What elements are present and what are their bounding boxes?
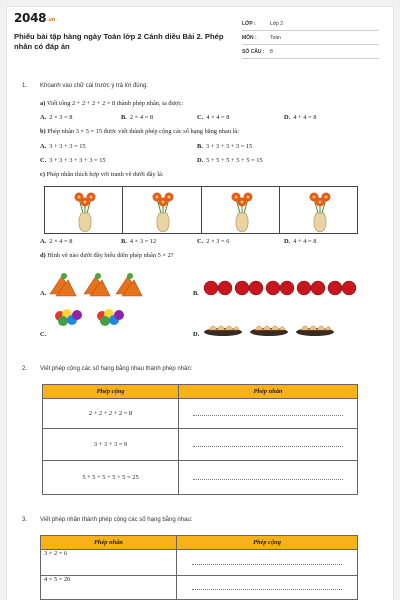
addition-cell: 5 + 5 + 5 + 5 + 5 = 25 <box>43 461 179 495</box>
vase-icon <box>308 189 332 233</box>
option-letter: C. <box>197 238 204 245</box>
q1a-prompt <box>40 100 183 107</box>
meta-row-subject <box>242 31 379 45</box>
question-text: Viết phép cộng các số hạng bằng nhau thành phép nhân: <box>40 366 193 372</box>
option-text: 2 × 3 = 8 <box>49 114 73 121</box>
q1d-label-b[interactable]: B. <box>193 290 199 297</box>
question-number: 3. <box>22 517 28 523</box>
carrot-bunch <box>50 276 76 296</box>
balloon-bunch <box>97 309 124 326</box>
vase-cell <box>45 187 123 233</box>
table-row <box>41 550 358 576</box>
option-letter: C. <box>197 114 204 121</box>
vase-picture-table <box>44 186 358 234</box>
question-3 <box>22 517 382 526</box>
meta-key: SỐ CÂU : <box>242 49 265 55</box>
meta-table <box>242 17 379 59</box>
meta-key: LỚP : <box>242 21 256 27</box>
option-text: 4 × 4 = 8 <box>206 114 230 121</box>
carrot-leaves <box>61 273 133 279</box>
vase-with-flowers <box>73 189 97 233</box>
option-letter: D. <box>197 157 204 164</box>
option-text: 4 × 3 = 12 <box>129 238 157 245</box>
answer-blank[interactable] <box>177 550 358 576</box>
option-letter: D. <box>284 238 291 245</box>
vase-with-flowers <box>308 189 332 233</box>
column-header: Phép cộng <box>177 536 358 550</box>
part-label: d) <box>40 252 46 259</box>
option-letter: C. <box>40 157 47 164</box>
part-text: Phép nhân 3 × 5 = 15 được viết thành phép cộng các số hạng bằng nhau là: <box>47 128 239 135</box>
dotted-line <box>193 410 343 416</box>
meta-value: Lớp 2 <box>270 21 284 27</box>
apple-pair <box>266 281 294 295</box>
vase-cell <box>202 187 280 233</box>
question-text: Viết phép nhân thành phép cộng các số hạng bằng nhau: <box>40 517 193 523</box>
q1c-option-b[interactable] <box>121 238 156 245</box>
table-row <box>41 576 358 600</box>
table-row <box>43 461 358 495</box>
meta-key: MÔN : <box>242 35 257 41</box>
option-text: 4 + 4 = 8 <box>293 114 317 121</box>
addition-cell: 2 + 2 + 2 + 2 = 8 <box>43 399 179 429</box>
option-letter: A. <box>40 143 47 150</box>
cake-plate <box>204 326 242 336</box>
column-header: Phép cộng <box>43 385 179 399</box>
balloons-picture <box>50 306 130 330</box>
column-header: Phép nhân <box>179 385 358 399</box>
q1b-prompt <box>40 128 239 135</box>
meta-row-count <box>242 45 379 59</box>
dotted-line <box>192 584 342 590</box>
option-text: 3 + 3 + 3 + 3 = 15 <box>205 143 253 150</box>
carrot-bunch <box>116 276 142 296</box>
option-letter: A. <box>40 238 47 245</box>
q2-table <box>42 384 358 495</box>
vase-cell <box>280 187 357 233</box>
logo-suffix: .vn <box>47 17 56 23</box>
question-number: 1. <box>22 83 28 89</box>
logo-text: 2048 <box>14 11 47 25</box>
table-row <box>43 399 358 429</box>
option-letter: B. <box>121 114 127 121</box>
cake-plate <box>296 326 334 336</box>
part-text: Phép nhân thích hợp với tranh vẽ dưới đây là: <box>46 171 164 178</box>
vase-with-flowers <box>151 189 175 233</box>
vase-cell <box>123 187 201 233</box>
dotted-line <box>193 441 343 447</box>
apple-pair <box>328 281 356 295</box>
cakes-picture <box>203 316 335 338</box>
question-1 <box>22 83 382 92</box>
option-letter: B. <box>121 238 127 245</box>
meta-value: 8 <box>270 49 273 55</box>
q1a-option-c[interactable] <box>197 114 229 121</box>
answer-blank[interactable] <box>179 429 358 461</box>
apples-picture <box>203 278 358 298</box>
option-letter: D. <box>284 114 291 121</box>
q1d-label-a[interactable]: A. <box>40 290 47 297</box>
apple-pair <box>204 281 232 295</box>
q1b-option-b[interactable] <box>197 143 252 150</box>
vase-with-flowers <box>230 189 254 233</box>
carrot-bunch <box>84 276 110 296</box>
part-text: Hình vẽ nào dưới đây biểu diễn phép nhân 5 × 2? <box>47 252 174 259</box>
q1d-label-d[interactable]: D. <box>193 331 200 338</box>
multiplication-cell: 4 × 5 = 20 <box>41 576 177 600</box>
vase-icon <box>73 189 97 233</box>
option-text: 2 × 4 = 8 <box>129 114 154 121</box>
q1c-option-a[interactable] <box>40 238 72 245</box>
option-letter: A. <box>40 114 47 121</box>
multiplication-cell: 3 × 2 = 6 <box>41 550 177 576</box>
part-label: b) <box>40 128 46 135</box>
option-text: 2 × 4 = 8 <box>49 238 73 245</box>
q1a-option-d[interactable] <box>284 114 316 121</box>
option-text: 5 + 5 + 5 + 5 + 5 = 15 <box>206 157 263 164</box>
worksheet-page <box>6 6 394 600</box>
table-row <box>43 429 358 461</box>
dotted-line <box>192 559 342 565</box>
part-label: a) <box>40 100 46 107</box>
part-text: Viết tổng 2 + 2 + 2 + 2 = 8 thành phép nhân, ta được: <box>46 100 184 107</box>
meta-value: Toán <box>270 35 281 41</box>
option-text: 4 + 4 = 8 <box>293 238 317 245</box>
q1a-option-a[interactable] <box>40 114 72 121</box>
option-text: 2 × 3 = 6 <box>206 238 230 245</box>
question-2 <box>22 366 382 375</box>
q1c-option-d[interactable] <box>284 238 316 245</box>
vase-icon <box>230 189 254 233</box>
q1d-prompt <box>40 252 174 259</box>
q1b-option-c[interactable] <box>40 157 106 164</box>
q1a-option-b[interactable] <box>121 114 153 121</box>
apple-pair <box>235 281 263 295</box>
q1b-option-d[interactable] <box>197 157 263 164</box>
header <box>14 8 379 56</box>
answer-blank[interactable] <box>179 461 358 495</box>
site-logo[interactable] <box>14 11 55 25</box>
option-letter: B. <box>197 143 203 150</box>
option-text: 3 + 3 + 3 + 3 + 3 = 15 <box>49 157 106 164</box>
cake-plate <box>250 326 288 336</box>
page-title: Phiếu bài tập hàng ngày Toán lớp 2 Cánh diều Bài 2. Phép nhân có đáp án <box>14 32 224 51</box>
dotted-line <box>193 474 343 480</box>
apple-pair <box>297 281 325 295</box>
q1d-label-c[interactable]: C. <box>40 331 47 338</box>
vase-icon <box>151 189 175 233</box>
meta-row-class <box>242 17 379 31</box>
q1c-prompt <box>40 171 164 178</box>
answer-blank[interactable] <box>177 576 358 600</box>
carrots-picture <box>48 268 148 300</box>
question-number: 2. <box>22 366 28 372</box>
q1c-option-c[interactable] <box>197 238 229 245</box>
q3-table <box>40 535 358 600</box>
column-header: Phép nhân <box>41 536 177 550</box>
option-text: 3 + 3 + 3 = 15 <box>49 143 86 150</box>
addition-cell: 3 + 3 + 3 = 9 <box>43 429 179 461</box>
answer-blank[interactable] <box>179 399 358 429</box>
balloon-bunch <box>55 309 82 326</box>
part-label: c) <box>40 171 45 178</box>
question-text: Khoanh vào chữ cái trước ý trả lời đúng. <box>40 83 148 89</box>
q1b-option-a[interactable] <box>40 143 86 150</box>
